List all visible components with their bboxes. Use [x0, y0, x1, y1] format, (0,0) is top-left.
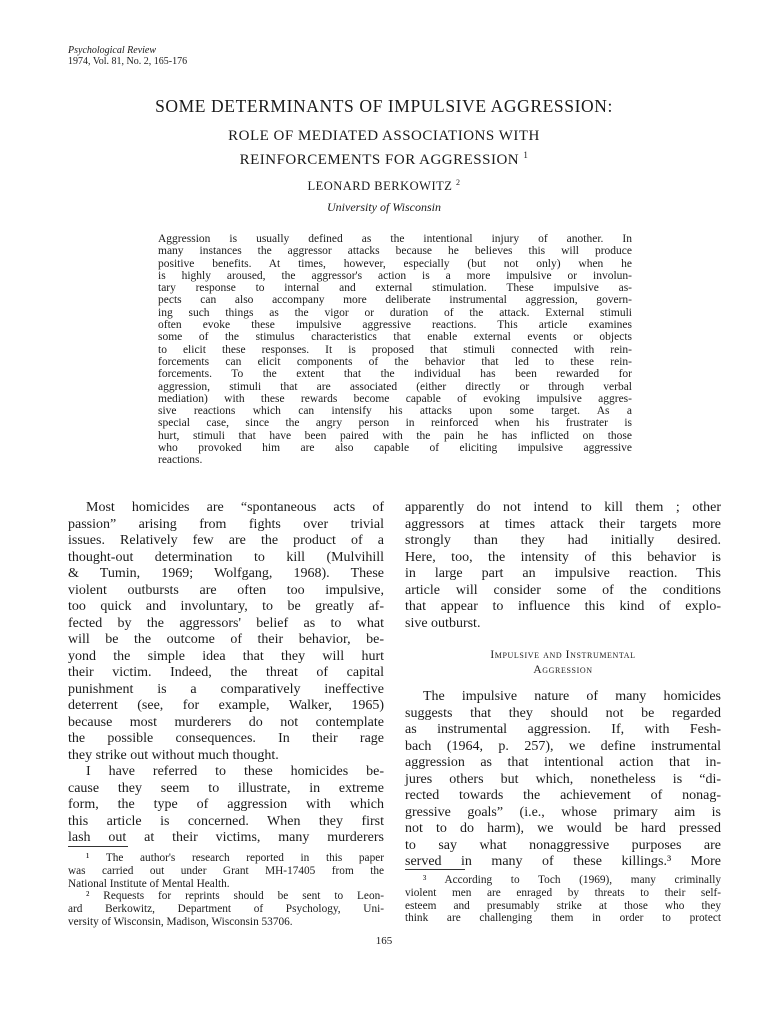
- journal-name: Psychological Review: [68, 45, 157, 56]
- author-footnote-mark: 2: [456, 178, 461, 187]
- abstract-line: hurt, stimuli that have been paired with the pain he has inflicted on those: [158, 429, 632, 442]
- body-line: they strike out without much thought.: [68, 747, 279, 763]
- body-line: that appear to influence this kind of explo-: [405, 599, 721, 614]
- body-line: their victim. Indeed, the threat of capital: [68, 665, 384, 680]
- body-line: jures others but which, nonetheless is “di-: [405, 771, 721, 787]
- body-line: to say what nonaggressive purposes are: [405, 837, 721, 853]
- abstract-line: who provoked him are also capable of eliciting impulsive aggressive: [158, 442, 632, 455]
- body-line: will be the outcome of their behavior, be-: [68, 632, 384, 647]
- author-affiliation: University of Wisconsin: [327, 200, 441, 214]
- paper-title: SOME DETERMINANTS OF IMPULSIVE AGGRESSION:: [155, 96, 613, 116]
- section-heading-line-2: Aggression: [533, 664, 593, 676]
- paper-subtitle: [40, 127, 728, 170]
- section-heading-line-1: Impulsive and Instrumental: [490, 649, 636, 661]
- footnotes-right: [405, 874, 721, 925]
- abstract-line: pects can also accompany more deliberate instrumental aggression, govern-: [158, 294, 632, 307]
- body-line: thought-out determination to kill (Mulvihill: [68, 549, 384, 565]
- subtitle-line-2: REINFORCEMENTS FOR AGGRESSION: [239, 152, 520, 168]
- body-line: punishment is a comparatively ineffective: [68, 681, 384, 697]
- body-line: the possible consequences. In their rage: [68, 731, 384, 746]
- abstract-line: often evoke these impulsive aggressive reactions. This article examines: [158, 319, 632, 332]
- body-line: passion” arising from fights over trivial: [68, 516, 384, 532]
- footnote-line: think are challenging them in order to protect: [405, 912, 721, 925]
- footnote-line: ² Requests for reprints should be sent to Leon-: [86, 890, 384, 903]
- body-line: this article is concerned. When they first: [68, 813, 384, 829]
- body-column-right: [405, 500, 721, 632]
- abstract-line: sive reactions which can intensify his attacks upon some target. As a: [158, 405, 632, 418]
- abstract-line: tary response to internal and external stimulation. These impulsive as-: [158, 282, 632, 295]
- body-line: sive outburst.: [405, 615, 481, 631]
- footnote-line: National Institute of Mental Health.: [68, 877, 230, 890]
- body-line: lash out at their victims, many murderers: [68, 830, 384, 845]
- body-line: yond the simple idea that they will hurt: [68, 648, 384, 664]
- body-line: aggressors at times attack their targets more: [405, 516, 721, 532]
- body-line: apparently do not intend to kill them ; other: [405, 500, 721, 515]
- abstract-line: ing such things as the vigor or duration of the attack. External stimuli: [158, 306, 632, 319]
- body-line: as instrumental aggression. If, with Fesh-: [405, 722, 721, 737]
- body-column-left: [68, 500, 384, 847]
- body-line: gressive goals” (i.e., whose primary aim is: [405, 804, 721, 820]
- footnote-line: esteem and presumably strike at those who they: [405, 899, 721, 912]
- footnotes-left: [68, 852, 384, 929]
- abstract-line: reactions.: [158, 454, 203, 467]
- abstract-line: many instances the aggressor attacks because he believes this will produce: [158, 245, 632, 258]
- body-line: & Tumin, 1969; Wolfgang, 1968). These: [68, 566, 384, 581]
- body-line: bach (1964, p. 257), we define instrumental: [405, 738, 721, 754]
- body-line: served in many of these killings.³ More: [405, 854, 721, 869]
- body-line: article will consider some of the conditions: [405, 582, 721, 598]
- volume-line: 1974, Vol. 81, No. 2, 165-176: [68, 56, 188, 67]
- abstract-line: is highly aroused, the aggressor's action is a more impulsive or involun-: [158, 269, 632, 282]
- abstract-line: aggression, stimuli that are associated (either directly or through verbal: [158, 380, 632, 393]
- abstract-line: to elicit these responses. It is proposed that stimuli connected with rein-: [158, 343, 632, 356]
- footnote-line: violent men are enraged by threats to their self-: [405, 886, 721, 899]
- body-line: deterrent (see, for example, Walker, 1965): [68, 698, 384, 713]
- body-line: I have referred to these homicides be-: [86, 764, 384, 779]
- footnote-line: ard Berkowitz, Department of Psychology, Uni-: [68, 903, 384, 916]
- abstract-line: some of the stimulus characteristics that enable external events or objects: [158, 331, 632, 344]
- abstract-line: mediation) with these rewards become capable of evoking impulsive aggres-: [158, 392, 632, 405]
- subtitle-footnote-mark: 1: [523, 150, 529, 160]
- body-line: because most murderers do not contemplate: [68, 714, 384, 730]
- body-line: not to do harm), we would be hard pressed: [405, 821, 721, 836]
- footnote-rule-right: [405, 869, 465, 870]
- journal-citation: [68, 45, 187, 67]
- footnote-line: versity of Wisconsin, Madison, Wisconsin 53706.: [68, 915, 293, 928]
- footnote-line: ³ According to Toch (1969), many criminally: [423, 874, 721, 886]
- abstract: [158, 233, 632, 467]
- body-line: strongly than they had initially desired.: [405, 533, 721, 548]
- body-line: aggression as that intentional action that in-: [405, 755, 721, 770]
- body-line: too quick and involuntary, to be greatly af-: [68, 599, 384, 614]
- abstract-line: forcements can elicit components of the behavior that led to these rein-: [158, 355, 632, 368]
- subtitle-line-1: ROLE OF MEDIATED ASSOCIATIONS WITH: [228, 128, 540, 144]
- body-line: suggests that they should not be regarded: [405, 705, 721, 721]
- body-line: The impulsive nature of many homicides: [423, 689, 721, 704]
- abstract-line: positive benefits. At times, however, especially (but not only) when he: [158, 257, 632, 270]
- body-line: violent outbursts are often too impulsive,: [68, 582, 384, 598]
- abstract-line: forcements. To the extent that the individual has been rewarded for: [158, 368, 632, 381]
- page-number: 165: [375, 935, 393, 947]
- body-line: fected by the aggressors' belief as to what: [68, 615, 384, 631]
- body-line: cause they seem to illustrate, in extreme: [68, 780, 384, 796]
- body-line: Most homicides are “spontaneous acts of: [86, 500, 384, 515]
- body-column-right-section: [405, 689, 721, 871]
- body-line: rected towards the achievement of nonag-: [405, 788, 721, 803]
- footnote-rule-left: [68, 846, 128, 847]
- body-line: Here, too, the intensity of this behavior is: [405, 549, 721, 565]
- body-line: form, the type of aggression with which: [68, 797, 384, 812]
- section-heading: [405, 648, 721, 678]
- abstract-line: special case, since the angry person in reinforced when his frustrater is: [158, 417, 632, 430]
- body-line: issues. Relatively few are the product of a: [68, 533, 384, 548]
- abstract-line: Aggression is usually defined as the intentional injury of another. In: [158, 233, 632, 245]
- author-name: LEONARD BERKOWITZ: [307, 179, 453, 194]
- footnote-line: ¹ The author's research reported in this paper: [86, 852, 384, 864]
- footnote-line: was carried out under Grant MH-17405 from the: [68, 864, 384, 877]
- body-line: in large part an impulsive reaction. This: [405, 566, 721, 581]
- author-line: [40, 178, 728, 194]
